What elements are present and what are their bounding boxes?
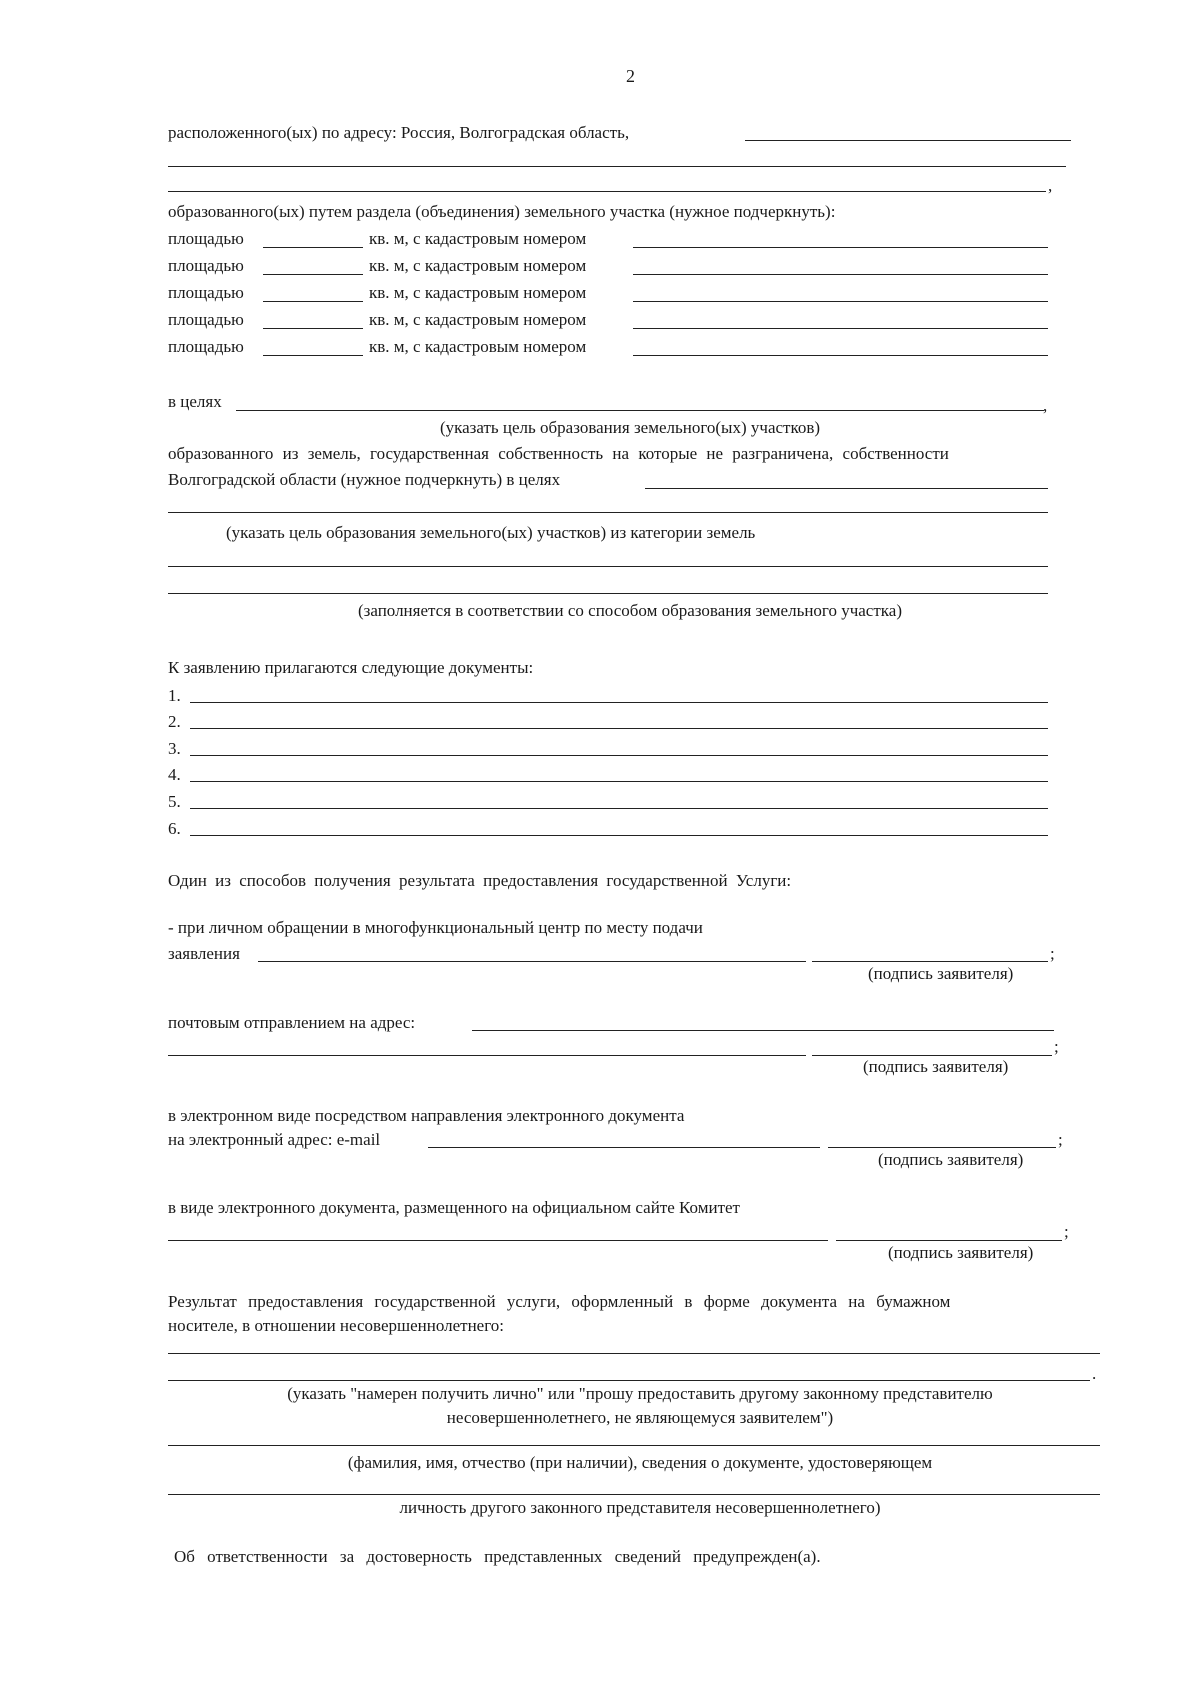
website-field[interactable]	[168, 1240, 828, 1241]
website-signature-field[interactable]	[836, 1240, 1062, 1241]
postal-signature-field[interactable]	[812, 1055, 1052, 1056]
document-field[interactable]	[190, 728, 1048, 729]
responsibility-warning: Об ответственности за достоверность представленных сведений предупрежден(а).	[174, 1547, 821, 1566]
website-label: в виде электронного документа, размещенного на официальном сайте Комитет	[168, 1198, 740, 1217]
area-label: площадью	[168, 337, 244, 356]
document-number: 1.	[168, 686, 181, 705]
methods-label: Один из способов получения результата предоставления государственной Услуги:	[168, 871, 792, 890]
document-field[interactable]	[190, 808, 1048, 809]
postal-semicolon: ;	[1054, 1037, 1059, 1056]
category-caption: (указать цель образования земельного(ых) участков) из категории земель	[226, 523, 756, 542]
in-person-semicolon: ;	[1050, 944, 1055, 963]
cadastral-label: кв. м, с кадастровым номером	[369, 229, 587, 248]
cadastral-field[interactable]	[633, 355, 1048, 356]
address-field-2[interactable]	[168, 166, 1066, 167]
documents-label: К заявлению прилагаются следующие документы:	[168, 658, 534, 677]
address-field-3[interactable]	[168, 191, 1046, 192]
document-number: 2.	[168, 712, 181, 731]
category-field-1[interactable]	[168, 566, 1048, 567]
cadastral-field[interactable]	[633, 247, 1048, 248]
result-caption-2: (фамилия, имя, отчество (при наличии), сведения о документе, удостоверяющем	[347, 1453, 933, 1472]
signature-caption: (подпись заявителя)	[878, 1150, 1024, 1169]
area-label: площадью	[168, 229, 244, 248]
method-caption: (заполняется в соответствии со способом образования земельного участка)	[358, 601, 902, 620]
electronic-signature-field[interactable]	[828, 1147, 1056, 1148]
document-number: 6.	[168, 819, 181, 838]
page-number: 2	[626, 66, 635, 86]
document-number: 5.	[168, 792, 181, 811]
result-line-1	[168, 1292, 1100, 1312]
postal-field-1[interactable]	[472, 1030, 1054, 1031]
purpose-field[interactable]	[236, 410, 1044, 411]
address-comma: ,	[1048, 176, 1053, 195]
lands-text-1: образованного из земель, государственная собственность на которые не разграничена, собственности	[168, 444, 949, 463]
document-number: 4.	[168, 765, 181, 784]
lands-purpose-field[interactable]	[645, 488, 1048, 489]
postal-field-2[interactable]	[168, 1055, 806, 1056]
purpose-caption: (указать цель образования земельного(ых) участков)	[439, 418, 821, 437]
document-field[interactable]	[190, 835, 1048, 836]
electronic-semicolon: ;	[1058, 1130, 1063, 1149]
result-caption-1a: (указать "намерен получить лично" или "прошу предоставить другому законному представителю	[287, 1384, 993, 1403]
area-field[interactable]	[263, 247, 363, 248]
postal-label: почтовым отправлением на адрес:	[168, 1013, 416, 1032]
area-field[interactable]	[263, 328, 363, 329]
purpose-comma: ,	[1043, 396, 1048, 415]
website-semicolon: ;	[1064, 1222, 1069, 1241]
signature-caption: (подпись заявителя)	[888, 1243, 1034, 1262]
in-person-line-2: заявления	[168, 944, 240, 963]
representative-name-field[interactable]	[168, 1445, 1100, 1446]
area-label: площадью	[168, 256, 244, 275]
document-number: 3.	[168, 739, 181, 758]
in-person-line-1: - при личном обращении в многофункциональный центр по месту подачи	[168, 918, 703, 937]
cadastral-label: кв. м, с кадастровым номером	[369, 256, 587, 275]
area-field[interactable]	[263, 355, 363, 356]
lands-purpose-field-2[interactable]	[168, 512, 1048, 513]
in-person-signature-field[interactable]	[812, 961, 1048, 962]
result-text-1: Результат предоставления государственной услуги, оформленный в форме документа на бумажном	[168, 1292, 951, 1311]
result-period: .	[1092, 1364, 1097, 1383]
purpose-label: в целях	[168, 392, 222, 411]
cadastral-label: кв. м, с кадастровым номером	[369, 337, 587, 356]
area-label: площадью	[168, 283, 244, 302]
cadastral-field[interactable]	[633, 274, 1048, 275]
address-field-1[interactable]	[745, 140, 1071, 141]
area-label: площадью	[168, 310, 244, 329]
result-caption-3: личность другого законного представителя несовершеннолетнего)	[399, 1498, 881, 1517]
cadastral-field[interactable]	[633, 301, 1048, 302]
signature-caption: (подпись заявителя)	[863, 1057, 1009, 1076]
lands-line-1	[168, 444, 1086, 464]
document-field[interactable]	[190, 781, 1048, 782]
in-person-field[interactable]	[258, 961, 806, 962]
area-field[interactable]	[263, 301, 363, 302]
result-field-1[interactable]	[168, 1353, 1100, 1354]
area-field[interactable]	[263, 274, 363, 275]
email-field[interactable]	[428, 1147, 820, 1148]
document-field[interactable]	[190, 702, 1048, 703]
cadastral-label: кв. м, с кадастровым номером	[369, 310, 587, 329]
representative-document-field[interactable]	[168, 1494, 1100, 1495]
cadastral-label: кв. м, с кадастровым номером	[369, 283, 587, 302]
lands-line-2: Волгоградской области (нужное подчеркнуть) в целях	[168, 470, 561, 489]
formed-label: образованного(ых) путем раздела (объединения) земельного участка (нужное подчеркнуть):	[168, 202, 836, 221]
address-label: расположенного(ых) по адресу: Россия, Волгоградская область,	[168, 123, 630, 142]
result-caption-1b: несовершеннолетнего, не являющемуся заявителем")	[446, 1408, 834, 1427]
signature-caption: (подпись заявителя)	[868, 964, 1014, 983]
electronic-line-1: в электронном виде посредством направления электронного документа	[168, 1106, 685, 1125]
cadastral-field[interactable]	[633, 328, 1048, 329]
electronic-line-2: на электронный адрес: e-mail	[168, 1130, 381, 1149]
document-field[interactable]	[190, 755, 1048, 756]
result-field-2[interactable]	[168, 1380, 1090, 1381]
result-line-2: носителе, в отношении несовершеннолетнего:	[168, 1316, 504, 1335]
category-field-2[interactable]	[168, 593, 1048, 594]
